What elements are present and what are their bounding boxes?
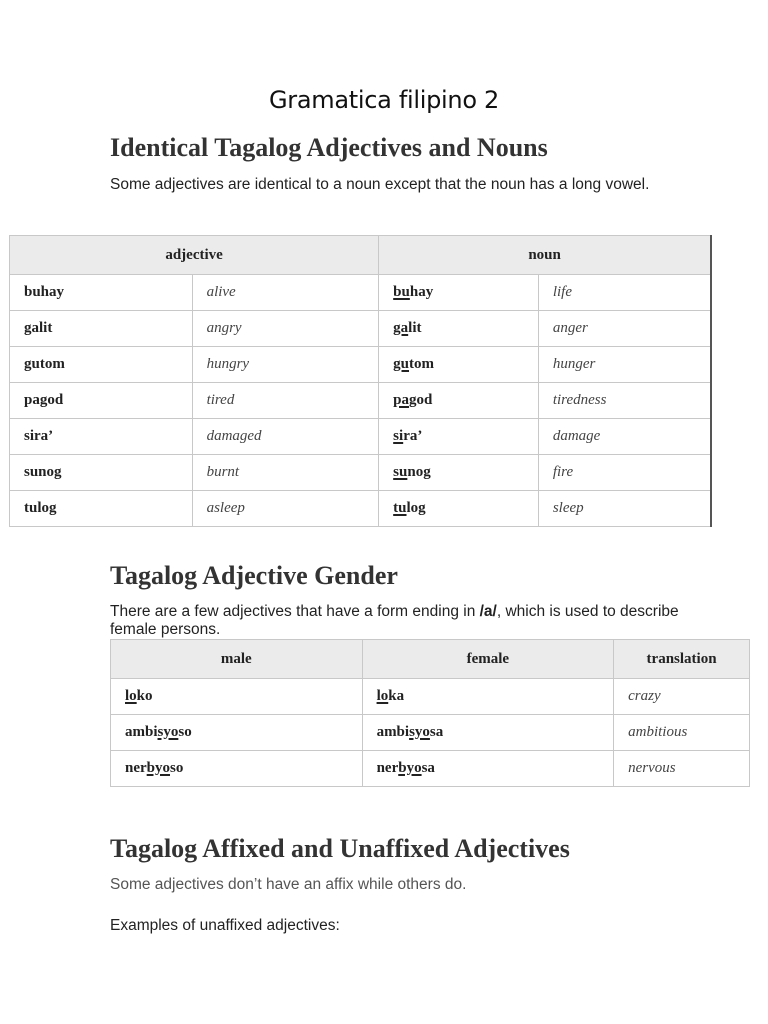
table-row — [111, 715, 750, 751]
gender-table — [110, 639, 750, 787]
noun-word — [379, 419, 539, 455]
long-vowel-syllable: pa — [393, 392, 410, 408]
noun-word — [379, 275, 539, 311]
section-heading-gender: Tagalog Adjective Gender — [110, 561, 398, 590]
adjective-translation: hungry — [192, 347, 379, 383]
column-header-male: male — [111, 640, 363, 679]
table-row — [10, 455, 712, 491]
long-vowel-syllable: si — [393, 428, 404, 444]
adjective-translation: burnt — [192, 455, 379, 491]
intro-ending-a: /a/ — [479, 603, 497, 620]
male-prefix: ambi — [125, 724, 158, 740]
adjective-word: sira’ — [10, 419, 193, 455]
noun-rest: ra’ — [403, 428, 423, 444]
noun-rest: god — [409, 392, 433, 408]
noun-word — [379, 383, 539, 419]
table-header-row — [111, 640, 750, 679]
gender-translation: ambitious — [614, 715, 750, 751]
female-form — [362, 751, 614, 787]
column-header-translation: translation — [614, 640, 750, 679]
column-header-adjective: adjective — [10, 236, 379, 275]
stressed-syllable: syo — [157, 724, 179, 740]
adjective-word: tulog — [10, 491, 193, 527]
long-vowel-syllable: tu — [393, 500, 407, 516]
adjective-word: galit — [10, 311, 193, 347]
male-form — [111, 751, 363, 787]
female-suffix: sa — [429, 724, 444, 740]
female-form — [362, 679, 614, 715]
male-suffix: so — [178, 724, 192, 740]
adjective-word: gutom — [10, 347, 193, 383]
noun-translation: hunger — [538, 347, 711, 383]
stressed-syllable: lo — [376, 688, 389, 704]
noun-rest: log — [406, 500, 426, 516]
noun-rest: lit — [408, 320, 422, 336]
adjective-word: pagod — [10, 383, 193, 419]
table-header-row — [10, 236, 712, 275]
table-row — [111, 751, 750, 787]
adjective-translation: alive — [192, 275, 379, 311]
adjective-word: sunog — [10, 455, 193, 491]
noun-translation: damage — [538, 419, 711, 455]
long-vowel-syllable: bu — [393, 284, 410, 300]
stressed-syllable: syo — [409, 724, 430, 740]
stressed-syllable: byo — [146, 760, 171, 776]
section-intro-gender — [110, 603, 690, 639]
noun-word — [379, 455, 539, 491]
adjective-translation: damaged — [192, 419, 379, 455]
column-header-female: female — [362, 640, 614, 679]
long-vowel-syllable: su — [393, 464, 408, 480]
male-suffix: ko — [136, 688, 153, 704]
section-heading-identical: Identical Tagalog Adjectives and Nouns — [110, 133, 548, 162]
examples-label: Examples of unaffixed adjectives: — [110, 917, 340, 934]
female-form — [362, 715, 614, 751]
male-prefix: ner — [125, 760, 147, 776]
adjective-noun-table — [9, 235, 712, 527]
gender-translation: nervous — [614, 751, 750, 787]
document-title: Gramatica filipino 2 — [268, 86, 500, 114]
adjective-translation: angry — [192, 311, 379, 347]
stressed-syllable: byo — [398, 760, 422, 776]
noun-rest: nog — [407, 464, 431, 480]
female-suffix: ka — [388, 688, 405, 704]
noun-word — [379, 311, 539, 347]
male-form — [111, 715, 363, 751]
male-suffix: so — [170, 760, 184, 776]
female-prefix: ambi — [376, 724, 410, 740]
stressed-syllable: lo — [125, 688, 137, 704]
adjective-translation: asleep — [192, 491, 379, 527]
noun-word — [379, 347, 539, 383]
table-row — [111, 679, 750, 715]
noun-translation: tiredness — [538, 383, 711, 419]
noun-translation: sleep — [538, 491, 711, 527]
table-row — [10, 419, 712, 455]
section-intro-affixed: Some adjectives don’t have an affix while others do. — [110, 876, 467, 893]
adjective-word: buhay — [10, 275, 193, 311]
table-row — [10, 275, 712, 311]
table-row — [10, 347, 712, 383]
noun-translation: fire — [538, 455, 711, 491]
table-row — [10, 311, 712, 347]
long-vowel-syllable: ga — [393, 320, 409, 336]
noun-word — [379, 491, 539, 527]
table-row — [10, 491, 712, 527]
female-suffix: sa — [421, 760, 435, 776]
intro-text-before: There are a few adjectives that have a form ending in — [110, 603, 480, 620]
gender-translation: crazy — [614, 679, 750, 715]
intro-text-after: , which is used to describe female persons. — [110, 603, 679, 638]
table-row — [10, 383, 712, 419]
noun-rest: tom — [409, 356, 435, 372]
section-heading-affixed: Tagalog Affixed and Unaffixed Adjectives — [110, 834, 570, 863]
column-header-noun: noun — [379, 236, 711, 275]
adjective-translation: tired — [192, 383, 379, 419]
noun-translation: life — [538, 275, 711, 311]
noun-rest: hay — [409, 284, 434, 300]
male-form — [111, 679, 363, 715]
section-intro-identical: Some adjectives are identical to a noun except that the noun has a long vowel. — [110, 176, 650, 193]
female-prefix: ner — [376, 760, 399, 776]
noun-translation: anger — [538, 311, 711, 347]
long-vowel-syllable: gu — [393, 356, 410, 372]
